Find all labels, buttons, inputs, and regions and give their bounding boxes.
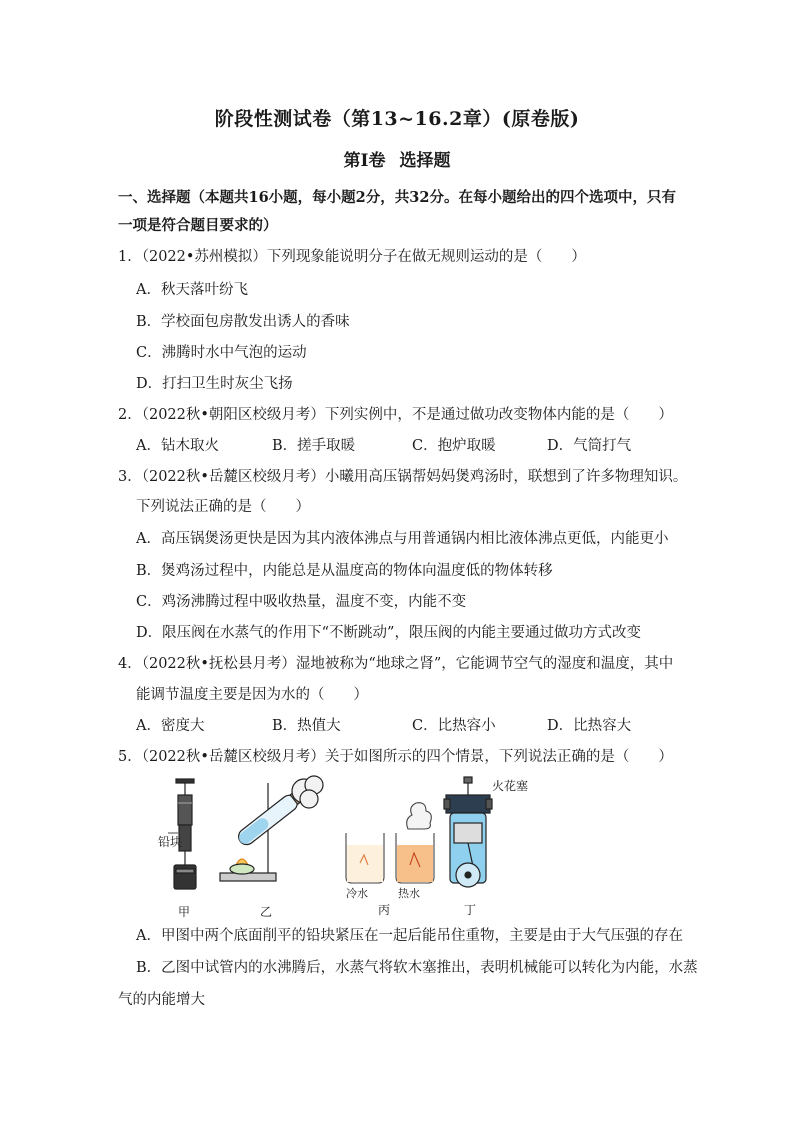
question-2-option-b: B．搓手取暖 xyxy=(272,438,356,454)
question-5-option-a: A．甲图中两个底面削平的铅块紧压在一起后能吊住重物，主要是由于大气压强的存在 xyxy=(136,928,683,944)
section-instruction-line2: 一项是符合题目要求的） xyxy=(118,217,278,234)
caption-bing: 丙 xyxy=(378,903,391,917)
question-2-option-c: C．抱炉取暖 xyxy=(412,438,496,454)
test-tube-drawing xyxy=(220,776,323,881)
label-lead-block: 铅块 xyxy=(158,835,183,849)
part-name: 选择题 xyxy=(399,151,451,171)
label-hot-water: 热水 xyxy=(398,887,420,900)
question-2-option-d: D．气筒打气 xyxy=(547,438,632,454)
question-4-option-b: B．热值大 xyxy=(272,718,341,734)
part-label: 第Ⅰ卷 xyxy=(343,151,386,171)
question-3-option-d: D．限压阀在水蒸气的作用下“不断跳动”，限压阀的内能主要通过做功方式改变 xyxy=(136,625,641,641)
engine-cylinder-drawing xyxy=(444,777,492,887)
question-1-option-a: A．秋天落叶纷飞 xyxy=(136,282,248,298)
part-heading xyxy=(0,146,794,171)
question-1-stem: 1．（2022•苏州模拟）下列现象能说明分子在做无规则运动的是（ ） xyxy=(118,249,586,265)
question-4-option-d: D．比热容大 xyxy=(547,718,632,734)
question-3-stem-cont: 下列说法正确的是（ ） xyxy=(136,499,310,515)
label-cold-water: 冷水 xyxy=(346,887,368,900)
question-5-stem: 5．（2022秋•岳麓区校级月考）关于如图所示的四个情景，下列说法正确的是（ ） xyxy=(118,749,673,765)
section-instruction-line1: 一、选择题（本题共16小题，每小题2分，共32分。在每小题给出的四个选项中，只有 xyxy=(118,189,676,206)
question-3-stem: 3．（2022秋•岳麓区校级月考）小曦用高压锅帮妈妈煲鸡汤时，联想到了许多物理知识。 xyxy=(118,469,688,485)
question-1-option-c: C．沸腾时水中气泡的运动 xyxy=(136,345,307,361)
question-5-option-b-cont: 气的内能增大 xyxy=(118,992,205,1008)
label-spark-plug: 火花塞 xyxy=(492,779,529,793)
question-4-option-c: C．比热容小 xyxy=(412,718,496,734)
question-1-option-d: D．打扫卫生时灰尘飞扬 xyxy=(136,376,293,392)
question-5-figure xyxy=(158,773,564,921)
question-4-stem-cont: 能调节温度主要是因为水的（ ） xyxy=(136,687,368,703)
page-title: 阶段性测试卷（第13~16.2章）(原卷版) xyxy=(214,108,580,130)
question-5-option-b: B．乙图中试管内的水沸腾后，水蒸气将软木塞推出，表明机械能可以转化为内能，水蒸 xyxy=(136,960,698,976)
question-1-option-b: B．学校面包房散发出诱人的香味 xyxy=(136,314,350,330)
caption-ding: 丁 xyxy=(464,903,477,917)
question-2-option-a: A．钻木取火 xyxy=(136,438,219,454)
question-2-stem: 2．（2022秋•朝阳区校级月考）下列实例中，不是通过做功改变物体内能的是（ ） xyxy=(118,407,673,423)
beakers-drawing xyxy=(346,803,434,883)
question-4-stem: 4．（2022秋•抚松县月考）湿地被称为“地球之肾”，它能调节空气的湿度和温度，其中 xyxy=(118,656,674,672)
question-3-option-a: A．高压锅煲汤更快是因为其内液体沸点与用普通锅内相比液体沸点更低，内能更小 xyxy=(136,531,669,547)
question-4-option-a: A．密度大 xyxy=(136,718,205,734)
caption-yi: 乙 xyxy=(260,905,273,919)
question-3-option-c: C．鸡汤沸腾过程中吸收热量，温度不变，内能不变 xyxy=(136,594,467,610)
question-3-option-b: B．煲鸡汤过程中，内能总是从温度高的物体向温度低的物体转移 xyxy=(136,563,553,579)
caption-jia: 甲 xyxy=(178,905,191,919)
